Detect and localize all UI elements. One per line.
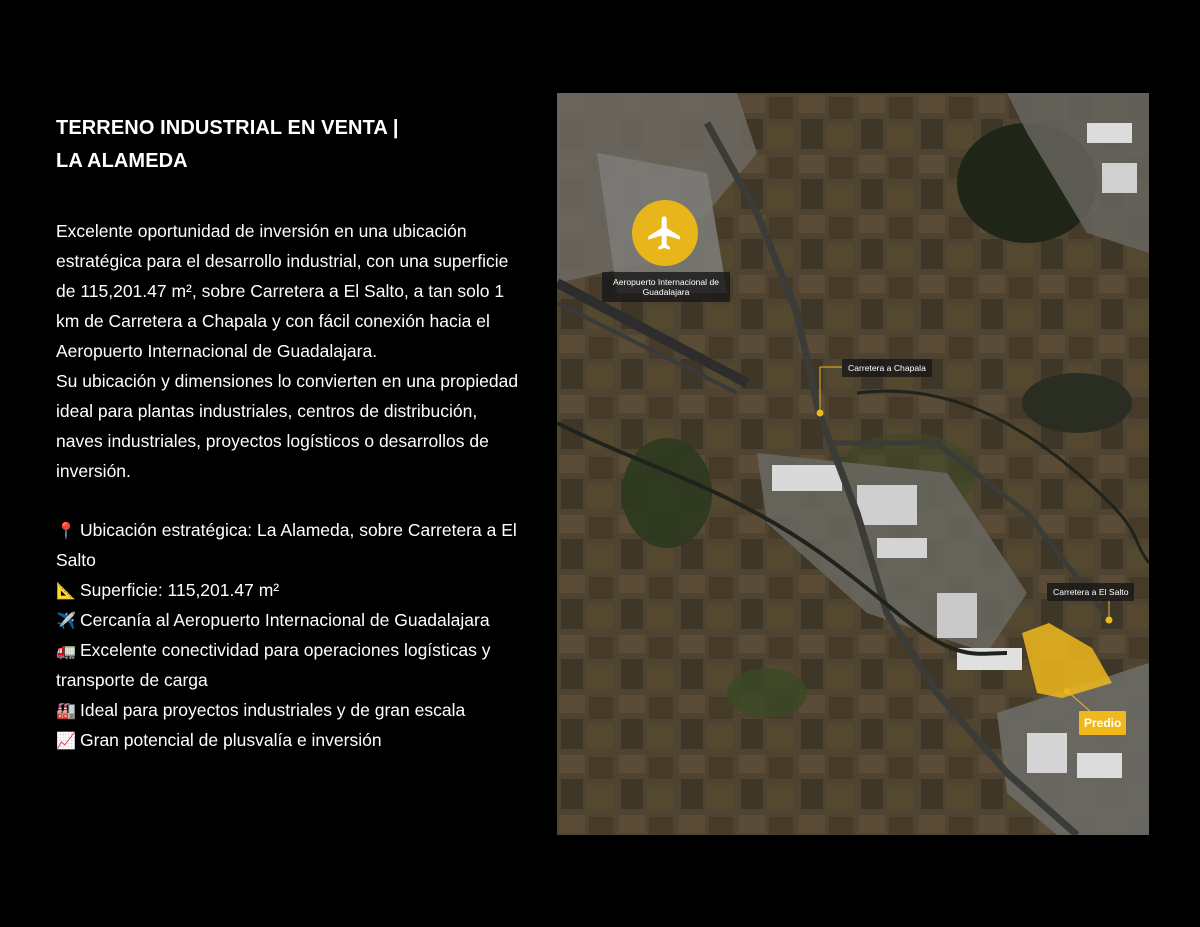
feature-item [56, 516, 526, 576]
triangular-ruler-icon: 📐 [56, 582, 76, 600]
round-pushpin-icon: 📍 [56, 523, 76, 540]
airport-label [602, 272, 730, 302]
title-line-1: TERRENO INDUSTRIAL EN VENTA | [56, 117, 399, 139]
chart-increasing-icon: 📈 [56, 733, 76, 751]
feature-item [56, 726, 526, 756]
feature-item [56, 636, 526, 696]
feature-item [56, 696, 526, 726]
chapala-marker [817, 410, 824, 417]
feature-text: Ubicación estratégica: La Alameda, sobre Carretera a El Salto [56, 520, 517, 571]
title-line-2: LA ALAMEDA [56, 150, 188, 172]
feature-text: Ideal para proyectos industriales y de gran escala [80, 699, 466, 720]
salto-label: Carretera a El Salto [1047, 583, 1134, 601]
feature-item [56, 576, 526, 606]
airport-label-line-1: Aeropuerto Internacional de [612, 277, 720, 287]
salto-marker [1106, 617, 1113, 624]
airport-marker[interactable] [632, 200, 698, 266]
feature-text: Gran potencial de plusvalía e inversión [80, 730, 382, 751]
feature-text: Cercanía al Aeropuerto Internacional de Guadalajara [80, 609, 490, 630]
feature-text: Superficie: 115,201.47 m² [80, 579, 280, 600]
feature-list [56, 516, 526, 756]
airplane-icon [645, 213, 685, 253]
airplane-icon: ✈️ [56, 612, 76, 630]
satellite-map[interactable] [557, 93, 1149, 835]
truck-icon: 🚛 [56, 643, 76, 661]
listing-text [56, 112, 526, 756]
page-title [56, 112, 526, 178]
description [56, 216, 526, 486]
feature-text: Excelente conectividad para operaciones logísticas y transporte de carga [56, 640, 491, 691]
description-paragraph-1: Excelente oportunidad de inversión en una ubicación estratégica para el desarrollo industrial, con una superficie de 115,201.47 m², sobre Carretera a El Salto, a tan solo 1 km de Carretera a Chapala y con fácil conexión hacia el Aeropuerto Internacional de Guadalajara. [56, 221, 509, 361]
factory-icon: 🏭 [56, 702, 76, 720]
map-imagery [557, 93, 1149, 835]
feature-item [56, 606, 526, 636]
airport-label-line-2: Guadalajara [642, 287, 690, 297]
chapala-label: Carretera a Chapala [842, 359, 932, 377]
predio-label[interactable]: Predio [1079, 711, 1126, 735]
description-paragraph-2: Su ubicación y dimensiones lo convierten en una propiedad ideal para plantas industriales, centros de distribución, naves industriales, proyectos logísticos o desarrollos de inversión. [56, 371, 519, 481]
